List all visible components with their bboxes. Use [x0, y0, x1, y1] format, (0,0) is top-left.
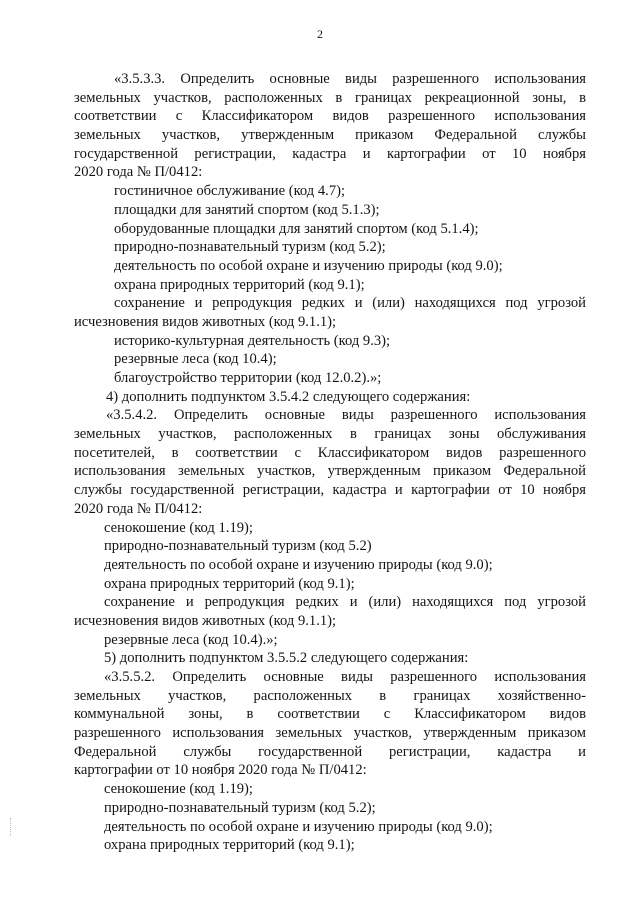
text-line: охрана природных территорий (код 9.1); — [114, 276, 365, 293]
document-body — [74, 70, 586, 855]
text-line: площадки для занятий спортом (код 5.1.3); — [114, 201, 380, 218]
text-line: природно-познавательный туризм (код 5.2) — [104, 538, 372, 555]
text-line: «3.5.5.2. Определить основные виды разрешенного использования — [104, 669, 586, 685]
text-line: исчезновения видов животных (код 9.1.1); — [74, 313, 337, 330]
text-line: сохранение и репродукция редких и (или) находящихся под угрозой — [104, 594, 586, 611]
text-line: коммунальной зоны, в соответствии с Классификатором видов — [74, 706, 586, 723]
text-line: сенокошение (код 1.19); — [104, 781, 253, 798]
text-line: оборудованные площадки для занятий спортом (код 5.1.4); — [114, 220, 479, 237]
text-line: государственной регистрации, кадастра и картографии от 10 ноября — [74, 145, 586, 162]
text-line: посетителей, в соответствии с Классификатором видов разрешенного — [74, 444, 586, 461]
text-line: земельных участков, утвержденным приказом Федеральной службы — [74, 127, 586, 144]
text-line: службы государственной регистрации, кадастра и картографии от 10 ноября — [74, 482, 586, 499]
text-line: резервные леса (код 10.4); — [114, 351, 277, 368]
text-line: «3.5.4.2. Определить основные виды разрешенного использования — [106, 407, 586, 424]
text-line: сохранение и репродукция редких и (или) находящихся под угрозой — [114, 295, 586, 312]
text-line: использования земельных участков, утвержденным приказом Федеральной — [74, 463, 586, 480]
text-line: земельных участков, расположенных в границах хозяйственно- — [74, 687, 586, 704]
text-line: природно-познавательный туризм (код 5.2); — [114, 239, 386, 256]
text-line: охрана природных территорий (код 9.1); — [104, 575, 355, 592]
text-line: 5) дополнить подпунктом 3.5.5.2 следующего содержания: — [104, 650, 469, 667]
text-line: сенокошение (код 1.19); — [104, 519, 253, 536]
page-number: 2 — [317, 27, 323, 41]
text-line: деятельность по особой охране и изучению природы (код 9.0); — [104, 556, 493, 573]
text-line: 2020 года № П/0412: — [74, 500, 203, 517]
text-line: 2020 года № П/0412: — [74, 164, 203, 181]
text-line: исчезновения видов животных (код 9.1.1); — [74, 612, 337, 629]
text-line: разрешенного использования земельных участков, утвержденным приказом — [74, 725, 586, 742]
text-line: гостиничное обслуживание (код 4.7); — [114, 183, 346, 200]
text-line: деятельность по особой охране и изучению природы (код 9.0); — [114, 257, 503, 274]
text-line: картографии от 10 ноября 2020 года № П/0412: — [74, 762, 367, 779]
text-line: резервные леса (код 10.4).»; — [104, 631, 278, 648]
text-line: земельных участков, расположенных в границах рекреационной зоны, в — [74, 89, 586, 106]
text-line: Федеральной службы государственной регистрации, кадастра и — [74, 743, 586, 760]
text-line: соответствии с Классификатором видов разрешенного использования — [74, 108, 586, 125]
scan-margin-mark — [10, 818, 12, 836]
text-line: историко-культурная деятельность (код 9.3); — [114, 332, 391, 349]
text-line: благоустройство территории (код 12.0.2).»; — [114, 370, 382, 386]
text-line: 4) дополнить подпунктом 3.5.4.2 следующего содержания: — [106, 388, 471, 405]
text-line: охрана природных территорий (код 9.1); — [104, 837, 355, 854]
text-line: «3.5.3.3. Определить основные виды разрешенного использования — [114, 71, 586, 87]
text-line: деятельность по особой охране и изучению природы (код 9.0); — [104, 818, 493, 835]
text-line: земельных участков, расположенных в границах зоны обслуживания — [74, 426, 586, 443]
text-line: природно-познавательный туризм (код 5.2); — [104, 799, 376, 816]
